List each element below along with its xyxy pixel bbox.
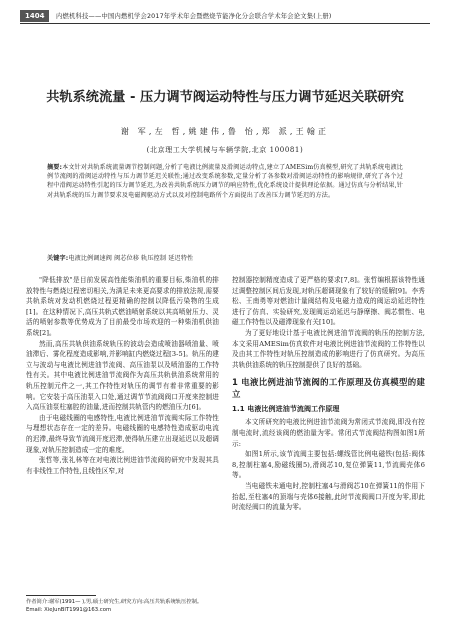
footnote — [26, 598, 219, 614]
body-paragraph: 如图1所示,该节流阀主要包括:螺线管比例电磁铁(包括:阀体8,控制柱塞4,励磁线圈5),滑阀芯10,复位弹簧11,节流阀壳体6等。 — [232, 450, 425, 480]
body-paragraph: 然而,高压共轨供油系统轨压的波动会造成喷油器喷油量、喷油滞后、雾化程度造成影响,并影响缸内燃烧过程[3-5]。轨压的建立与波动与电液比例进油节流阀、高压油泵以及喷油器的工作特性有关。其中电液比例进油节流阀作为高压共轨供油系统常用的轨压控制元件之一,其工作特性对轨压的调节有着非常重要的影响。它安装于高压油泵入口处,通过调节节流阀阀口开度来控制进入高压油泵柱塞腔的油量,进而控制共轨管内的燃油压力[6]。 — [26, 339, 219, 412]
left-column — [26, 275, 219, 476]
affiliation: (北京理工大学机械与车辆学院,北京 100081) — [146, 146, 304, 154]
page-header — [20, 10, 430, 26]
abstract-text: 本文针对共轨系统流量调节控制问题,分析了电液比例流量及滑阀运动特点,建立了AMESim仿真模型,研究了共轨系统电液比例节流阀的滑阀运动特性与压力调节延迟关联性;通过改变系统参数,定量分析了各参数对滑阀运动特性的影响规律,研究了各个过程中滑阀运动特性引起的压力调节延迟,为改善共轨系统压力调节的响应特性,优化系统设计提供理论依据。通过仿真与分析结果,针对共轨系统的压力调节要求及电磁阀驱动方式以及对控制电路所个方面提出了改善压力调节延迟的方法。 — [47, 164, 403, 199]
keywords — [47, 254, 403, 263]
body-paragraph: 张哲等,张礼林等在对电液比例进油节流阀的研究中发现其具有非线性工作特性,且线性区窄,对 — [26, 456, 219, 475]
journal-title: 内燃机科技——中国内燃机学会2017年学术年会暨燃烧节能净化分会联合学术年会论文集(上册) — [56, 13, 332, 20]
subsection-heading: 1.1 电液比例进油节流阀工作原理 — [232, 405, 340, 414]
right-column — [232, 275, 425, 513]
body-paragraph: "降低排放"是目前发展高性能柴油机的重要目标,柴油机的排放特性与燃烧过程密切相关,为满足未来更高要求的排放法规,需要共轨系统对发动机燃烧过程更精确的控制以降低污染物的生成[1]。在这种情况下,高压共轨式燃油喷射系统以其高喷射压力、灵活的喷射参数等优势成为了目前最受市场欢迎的一种柴油机供油系统[2]。 — [26, 276, 219, 337]
section-heading: 1 电液比例进油节流阀的工作原理及仿真模型的建立 — [232, 377, 425, 400]
keywords-text: 电液比例调速阀 阀芯位移 轨压控制 延迟特性 — [68, 255, 194, 262]
footnote-author-info: 作者简介:谢军(1991— ),男,硕士研究生,研究方向:高压共轨系统轨压控制。 — [26, 599, 203, 605]
header-rule — [20, 23, 430, 24]
page-number: 1404 — [20, 10, 49, 22]
footnote-email: Email: XieJunBIT1991@163.com — [26, 607, 112, 613]
keywords-label: 关键字: — [47, 255, 69, 262]
paper-title: 共轨系统流量 - 压力调节阀运动特性与压力调节延迟关联研究 — [46, 90, 404, 105]
body-paragraph: 控制器控制精度造成了更严格的要求[7,8]。张哲编根据该特性通过调整控制区间后发现,对轨压超调现象有了较好的缓解[9]。李秀松、王南勇等对燃油计量阀结构及电磁力造成的阀运动延迟特性进行了仿真、实验研究,发现阀运动延迟与静摩擦、阀芯惯性、电磁工作特性以及磁滞现象有关[10]。 — [232, 276, 425, 327]
abstract — [47, 163, 403, 200]
body-paragraph: 本文所研究的电液比例进油节流阀为常闭式节流阀,即没有控制电流时,流经该阀的燃油量为零。常闭式节流阀结构图如图1所示: — [232, 418, 425, 448]
abstract-label: 摘要: — [47, 164, 63, 171]
body-paragraph: 为了更好地设计基于电液比例进油节流阀的轨压的控制方法,本文采用AMESim仿真软件对电液比例进油节流阀的工作特性以及由其工作特性对轨压控制造成的影响进行了仿真研究。为高压共轨供油系统的轨压控制提供了良好的基础。 — [232, 328, 425, 369]
body-paragraph: 当电磁铁未通电时,控制柱塞4与滑阀芯10在弹簧11的作用下抬起,至柱塞4的顶端与壳体6接触,此时节流阀阀口开度为零,即此时流经阀口的流量为零。 — [232, 481, 425, 512]
authors: 谢 军,左 哲,姚建伟,鲁 怡,郑 派,王翰正 — [120, 127, 330, 136]
footnote-rule — [26, 595, 96, 596]
body-paragraph: 由于电磁线圈的电感特性,电液比例进油节流阀实际工作特性与理想状态存在一定的差异。电磁线圈的电感特性造成驱动电流的迟滞,最终导致节流阀开度迟滞,使得轨压建立出现延迟以及超调现象,对轨压控制造成一定的难度。 — [26, 413, 219, 454]
